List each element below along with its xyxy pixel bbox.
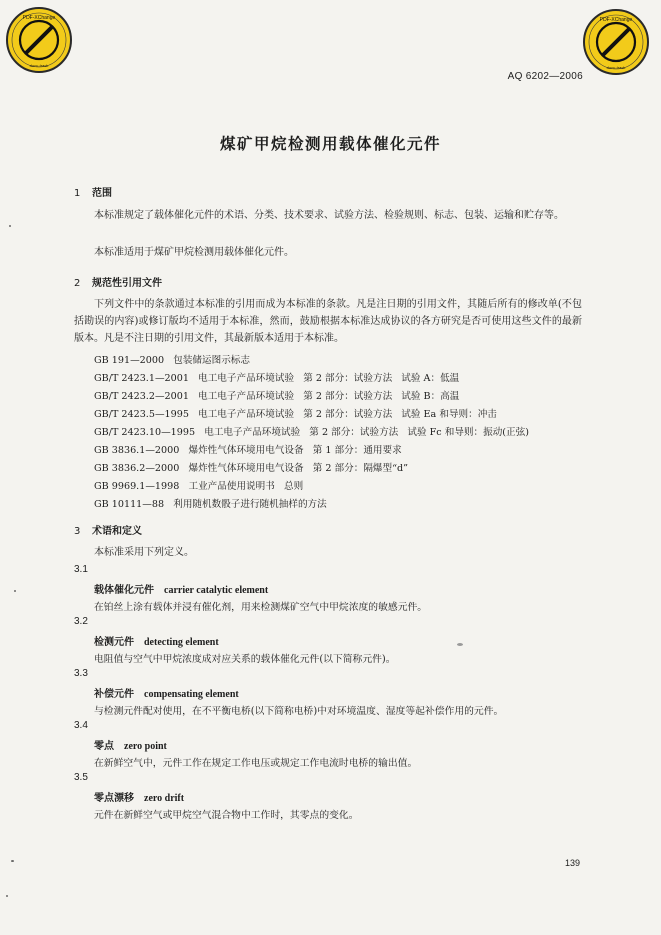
reference-item: GB 10111—88 利用随机数骰子进行随机抽样的方法: [94, 499, 327, 510]
term-chinese: 零点: [94, 741, 114, 752]
term-english: zero point: [124, 741, 167, 752]
section-title: 范围: [92, 188, 112, 199]
document-title: 煤矿甲烷检测用载体催化元件: [219, 135, 441, 153]
term-english: detecting element: [144, 637, 219, 648]
section-title: 术语和定义: [92, 526, 142, 537]
reference-item: GB 3836.1—2000 爆炸性气体环境用电气设备 第 1 部分：通用要求: [94, 445, 402, 456]
svg-text:PDF-XChange: PDF-XChange: [599, 17, 633, 23]
buy-now-badge-icon: [8, 9, 70, 71]
pdf-xchange-stamp-right[interactable]: [583, 9, 649, 75]
term-number: 3.2: [74, 616, 88, 627]
term-english: compensating element: [144, 689, 239, 700]
reference-item: GB/T 2423.5—1995 电工电子产品环境试验 第 2 部分：试验方法 试验 Ea 和导则：冲击: [94, 409, 497, 420]
references-paragraph: 下列文件中的条款通过本标准的引用而成为本标准的条款。凡是注日期的引用文件，其随后所有的修改单(不包括勘误的内容)或修订版均不适用于本标准，然而，鼓励根据本标准达成协议的各方研究是否可使用这些文件的最新版本。凡是不注日期的引用文件，其最新版本适用于本标准。: [74, 299, 582, 344]
section-number: 1: [74, 188, 81, 199]
standard-code: AQ 6202—2006: [507, 71, 583, 82]
term-english: zero drift: [144, 793, 185, 804]
term-definition: 与检测元件配对使用，在不平衡电桥(以下简称电桥)中对环境温度、湿度等起补偿作用的元件。: [94, 706, 504, 717]
term-chinese: 补偿元件: [94, 689, 134, 700]
reference-item: GB 3836.2—2000 爆炸性气体环境用电气设备 第 2 部分：隔爆型“d”: [94, 463, 409, 474]
scan-speck: [9, 225, 11, 227]
term-heading: [94, 737, 167, 752]
section-3-heading: [74, 522, 142, 537]
buy-now-badge-icon: [585, 11, 647, 73]
pdf-xchange-stamp-left[interactable]: [6, 7, 72, 73]
scan-speck: [14, 590, 16, 592]
svg-text:docu-track: docu-track: [29, 63, 49, 68]
scope-paragraph-2: 本标准适用于煤矿甲烷检测用载体催化元件。: [94, 247, 294, 258]
term-english: carrier catalytic element: [164, 585, 269, 596]
term-number: 3.3: [74, 668, 88, 679]
section-2-heading: [74, 274, 162, 289]
term-chinese: 载体催化元件: [94, 585, 154, 596]
reference-item: GB/T 2423.1—2001 电工电子产品环境试验 第 2 部分：试验方法 试验 A：低温: [94, 373, 460, 384]
term-definition: 在新鲜空气中，元件工作在规定工作电压或规定工作电流时电桥的输出值。: [94, 758, 418, 769]
term-heading: [94, 789, 184, 804]
term-chinese: 零点漂移: [94, 793, 134, 804]
term-heading: [94, 685, 239, 700]
scan-speck: [457, 643, 463, 646]
terms-intro: 本标准采用下列定义。: [94, 547, 194, 558]
term-chinese: 检测元件: [94, 637, 134, 648]
term-number: 3.1: [74, 564, 88, 575]
page-number: 139: [565, 858, 581, 868]
svg-text:PDF-XChange: PDF-XChange: [22, 15, 56, 21]
term-heading: [94, 633, 219, 648]
reference-item: GB 9969.1—1998 工业产品使用说明书 总则: [94, 481, 304, 492]
scan-speck: [11, 860, 14, 862]
reference-item: GB/T 2423.2—2001 电工电子产品环境试验 第 2 部分：试验方法 试验 B：高温: [94, 391, 460, 402]
term-definition: 电阻值与空气中甲烷浓度成对应关系的载体催化元件(以下简称元件)。: [94, 654, 396, 665]
section-number: 2: [74, 278, 81, 289]
scope-paragraph-1: 本标准规定了载体催化元件的术语、分类、技术要求、试验方法、检验规则、标志、包装、运输和贮存等。: [94, 210, 564, 221]
term-number: 3.5: [74, 772, 88, 783]
section-1-heading: [74, 184, 112, 199]
reference-item: GB/T 2423.10—1995 电工电子产品环境试验 第 2 部分：试验方法 试验 Fc 和导则：振动(正弦): [94, 427, 529, 438]
reference-item: GB 191—2000 包装储运图示标志: [94, 355, 250, 366]
section-title: 规范性引用文件: [92, 278, 162, 289]
term-definition: 元件在新鲜空气或甲烷空气混合物中工作时，其零点的变化。: [94, 810, 359, 821]
term-heading: [94, 581, 268, 596]
svg-text:docu-track: docu-track: [606, 65, 626, 70]
term-definition: 在铂丝上涂有载体并浸有催化剂，用来检测煤矿空气中甲烷浓度的敏感元件。: [94, 602, 428, 613]
section-number: 3: [74, 526, 81, 537]
term-number: 3.4: [74, 720, 88, 731]
scan-speck: [6, 895, 8, 897]
